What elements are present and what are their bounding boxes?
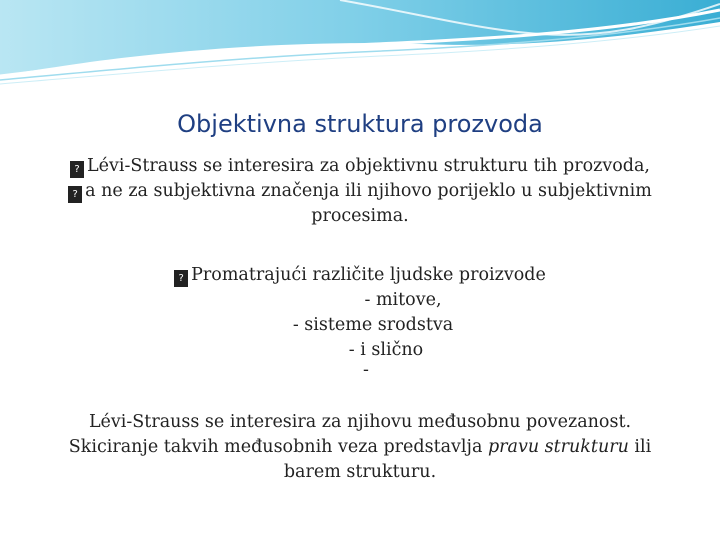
bullet-icon: ?: [174, 270, 188, 287]
bullet-icon: ?: [68, 186, 82, 203]
p3-line-3: barem strukturu.: [283, 462, 437, 482]
emphasis-true-structure: pravu strukturu: [487, 437, 629, 457]
p1-line-2: ? a ne za subjektivna značenja ili njihovo porijeklo u subjektivnim: [40, 179, 680, 204]
p3-line-1: Lévi-Strauss se interesira za njihovu međusobnu povezanost.: [88, 412, 632, 432]
paragraph-objective-structure: [40, 154, 680, 229]
decorative-wave-banner: [0, 0, 720, 90]
p2-line-1: ? Promatrajući različite ljudske proizvode: [40, 263, 680, 288]
paragraph-interrelation: [30, 410, 690, 485]
p1-line-1: ? Lévi-Strauss se interesira za objektivnu strukturu tih prozvoda,: [40, 154, 680, 179]
list-item-similar: - i slično: [348, 340, 424, 360]
bullet-icon: ?: [70, 161, 84, 178]
dash-separator: -: [363, 360, 369, 380]
paragraph-human-products: [40, 263, 680, 383]
slide-title: Objektivna struktura prozvoda: [177, 110, 543, 138]
list-item-kinship-systems: - sisteme srodstva: [292, 315, 454, 335]
p1-line-3: procesima.: [311, 206, 409, 226]
p3-line-2: Skiciranje takvih međusobnih veza predstavlja pravu strukturu ili: [68, 437, 652, 457]
list-item-myths: - mitove,: [364, 290, 442, 310]
